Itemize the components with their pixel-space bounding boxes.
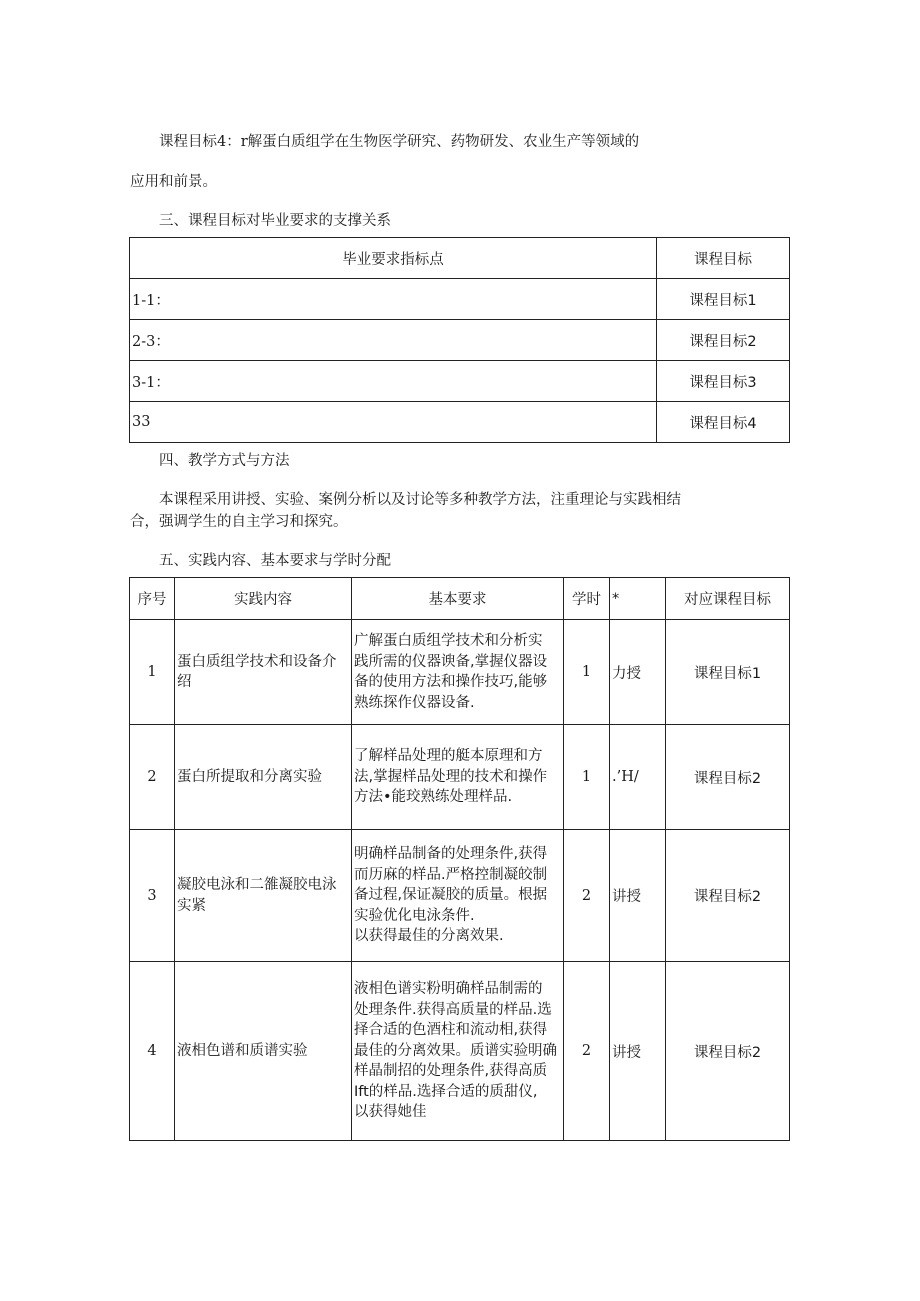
table-row xyxy=(130,620,790,725)
section-heading-4: 四、教学方式与方法 xyxy=(159,453,290,469)
support-table-header-row xyxy=(130,238,790,279)
course-goal-cell: 课程目标3 xyxy=(657,361,790,402)
course-goal-cell: 课程目标1 xyxy=(657,279,790,320)
practice-course-goal: 课程目标2 xyxy=(666,725,790,830)
practice-requirement: 了解样品处理的艇本原理和方 法,掌握样品处理的技术和操作 方法•能珓熟练处理样品. xyxy=(352,725,564,830)
table-row xyxy=(130,320,790,361)
requirement-point-cell: 33 xyxy=(130,402,657,443)
table-row xyxy=(130,962,790,1141)
table-row xyxy=(130,279,790,320)
practice-table xyxy=(129,577,790,1141)
row-number: 4 xyxy=(130,962,175,1141)
course-goal-cell: 课程目标2 xyxy=(657,320,790,361)
goal4-paragraph-line1: 课程目标4：r解蛋白质组学在生物医学研究、药物研发、农业生产等领域的 xyxy=(159,134,640,150)
requirement-point-cell: 3-1： xyxy=(130,361,657,402)
header-course-goal: 对应课程目标 xyxy=(666,578,790,620)
row-number: 1 xyxy=(130,620,175,725)
practice-requirement: 广解蛋白质组学技术和分析实 践所需的仪器谀备,掌握仪器设 备的使用方法和操作技巧,能够 熟练探作仪器设备. xyxy=(352,620,564,725)
row-number: 2 xyxy=(130,725,175,830)
requirement-point-cell: 2-3： xyxy=(130,320,657,361)
teaching-mode: 讲授 xyxy=(610,962,666,1141)
method-paragraph-line2: 合，强调学生的自主学习和探究。 xyxy=(130,514,348,530)
header-requirement: 基本要求 xyxy=(352,578,564,620)
practice-hours: 1 xyxy=(564,620,610,725)
practice-content: 凝胶电泳和二雒凝胶电泳 实紧 xyxy=(175,830,352,962)
teaching-mode: 力授 xyxy=(610,620,666,725)
goal4-paragraph-line2: 应用和前景。 xyxy=(130,174,217,190)
teaching-mode: 讲授 xyxy=(610,830,666,962)
practice-requirement: 明确样品制备的处理条件,获得 而历麻的样品.严格控制凝皎制 备过程,保证凝胶的质量。根据 实验优化电泳条件. 以获得最佳的分离效果. xyxy=(352,830,564,962)
table-row xyxy=(130,402,790,443)
practice-hours: 2 xyxy=(564,962,610,1141)
header-content: 实践内容 xyxy=(175,578,352,620)
practice-hours: 2 xyxy=(564,830,610,962)
practice-course-goal: 课程目标2 xyxy=(666,830,790,962)
support-table xyxy=(129,237,790,443)
course-goal-cell: 课程目标4 xyxy=(657,402,790,443)
table-row xyxy=(130,361,790,402)
practice-table-header-row xyxy=(130,578,790,620)
method-paragraph-line1: 本课程采用讲授、实验、案例分析以及讨论等多种教学方法，注重理论与实践相结 xyxy=(159,492,681,508)
requirement-point-cell: 1-1： xyxy=(130,279,657,320)
practice-course-goal: 课程目标1 xyxy=(666,620,790,725)
header-course-goal: 课程目标 xyxy=(657,238,790,279)
table-row xyxy=(130,830,790,962)
practice-requirement: 液相色谱实粉明确样品制需的 处理条件.获得高质量的样品.选 择合适的色酒柱和流动相,获得 最佳的分离效果。质谱实验明确 样晶制招的处理条件,获得高质 Ift的样品.选择合适的质甜仪, 以获得她佳 xyxy=(352,962,564,1141)
section-heading-5: 五、实践内容、基本要求与学时分配 xyxy=(159,553,391,569)
teaching-mode: .’H/ xyxy=(610,725,666,830)
practice-course-goal: 课程目标2 xyxy=(666,962,790,1141)
row-number: 3 xyxy=(130,830,175,962)
practice-content: 蛋白所提取和分离实验 xyxy=(175,725,352,830)
practice-hours: 1 xyxy=(564,725,610,830)
header-mode: * xyxy=(610,578,666,620)
header-no: 序号 xyxy=(130,578,175,620)
header-requirement-point: 毕业要求指标点 xyxy=(130,238,657,279)
section-heading-3: 三、课程目标对毕业要求的支撑关系 xyxy=(159,213,391,229)
practice-content: 液相色谱和质谱实验 xyxy=(175,962,352,1141)
table-row xyxy=(130,725,790,830)
practice-content: 蛋白质组学技术和设备介 绍 xyxy=(175,620,352,725)
header-hours: 学时 xyxy=(564,578,610,620)
